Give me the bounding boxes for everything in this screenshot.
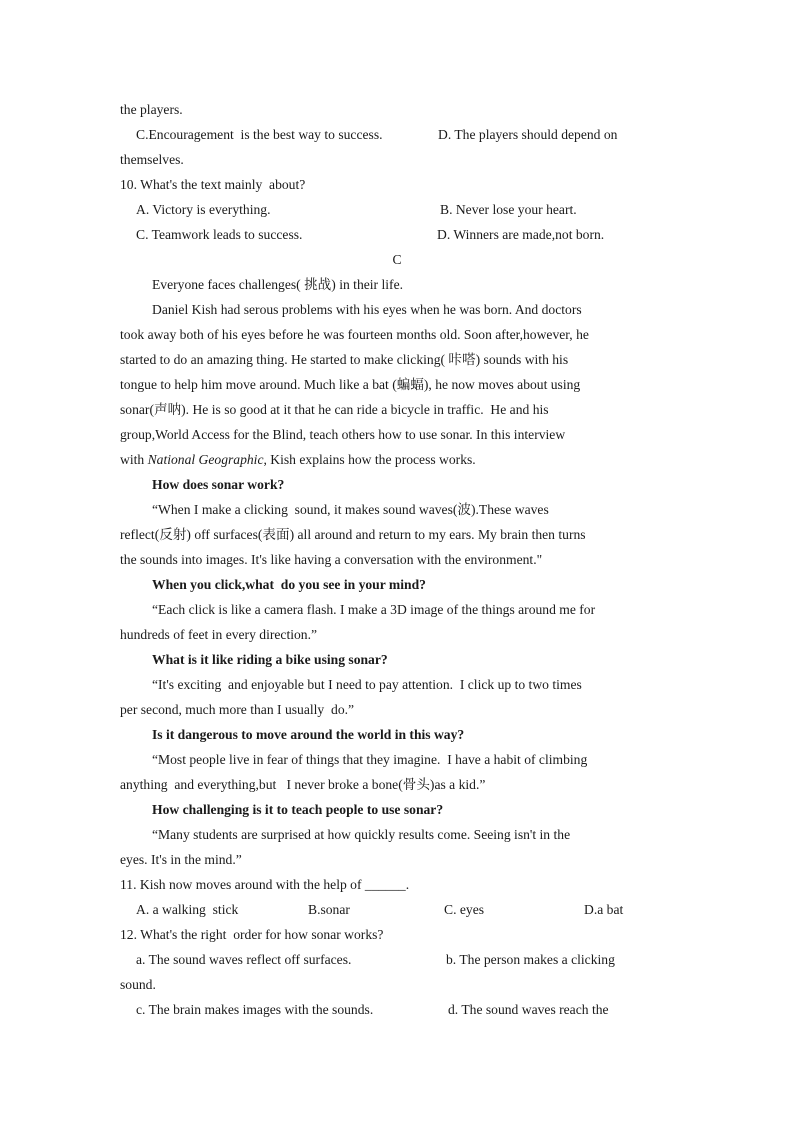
option-b: b. The person makes a clicking bbox=[446, 952, 615, 967]
option-a: A. Victory is everything. bbox=[136, 202, 271, 217]
option-d: d. The sound waves reach the bbox=[448, 1002, 609, 1017]
answer-line: “It's exciting and enjoyable but I need to pay attention. I click up to two times bbox=[152, 677, 582, 692]
answer-line: “When I make a clicking sound, it makes sound waves(波).These waves bbox=[152, 502, 549, 517]
text-line: themselves. bbox=[120, 152, 184, 167]
section-heading: C bbox=[392, 252, 402, 267]
text-span: , Kish explains how the process works. bbox=[263, 452, 476, 467]
answer-line: the sounds into images. It's like having a conversation with the environment." bbox=[120, 552, 543, 567]
answer-line: hundreds of feet in every direction.” bbox=[120, 627, 318, 642]
answer-line: “Each click is like a camera flash. I make a 3D image of the things around me for bbox=[152, 602, 596, 617]
paragraph-line: started to do an amazing thing. He started to make clicking( 咔嗒) sounds with his bbox=[120, 352, 569, 367]
option-c: C. eyes bbox=[444, 902, 485, 917]
option-a: A. a walking stick bbox=[136, 902, 239, 917]
option-d: D. Winners are made,not born. bbox=[437, 227, 605, 242]
paragraph-line: group,World Access for the Blind, teach others how to use sonar. In this interview bbox=[120, 427, 566, 442]
interview-question: How challenging is it to teach people to use sonar? bbox=[152, 802, 444, 817]
paragraph-line: Everyone faces challenges( 挑战) in their life. bbox=[152, 277, 403, 292]
text-line: the players. bbox=[120, 102, 183, 117]
option-b: B.sonar bbox=[308, 902, 350, 917]
text-span: with bbox=[120, 452, 148, 467]
interview-question: How does sonar work? bbox=[152, 477, 285, 492]
answer-line: eyes. It's in the mind.” bbox=[120, 852, 242, 867]
option-c: C. Teamwork leads to success. bbox=[136, 227, 303, 242]
text-line: sound. bbox=[120, 977, 156, 992]
option-c: c. The brain makes images with the sounds. bbox=[136, 1002, 374, 1017]
paragraph-line: sonar(声呐). He is so good at it that he can ride a bicycle in traffic. He and his bbox=[120, 402, 549, 417]
answer-line: per second, much more than I usually do.” bbox=[120, 702, 355, 717]
question-10: 10. What's the text mainly about? bbox=[120, 177, 306, 192]
answer-line: “Many students are surprised at how quickly results come. Seeing isn't in the bbox=[152, 827, 571, 842]
paragraph-line bbox=[120, 447, 476, 472]
option-a: a. The sound waves reflect off surfaces. bbox=[136, 952, 352, 967]
option-d: D.a bat bbox=[584, 902, 624, 917]
question-11: 11. Kish now moves around with the help of ______. bbox=[120, 877, 410, 892]
question-12: 12. What's the right order for how sonar works? bbox=[120, 927, 384, 942]
option-b: B. Never lose your heart. bbox=[440, 202, 577, 217]
paragraph-line: Daniel Kish had serous problems with his eyes when he was born. And doctors bbox=[152, 302, 582, 317]
interview-question: When you click,what do you see in your mind? bbox=[152, 577, 426, 592]
answer-line: “Most people live in fear of things that they imagine. I have a habit of climbing bbox=[152, 752, 588, 767]
option-c: C.Encouragement is the best way to success. bbox=[136, 127, 383, 142]
interview-question: Is it dangerous to move around the world in this way? bbox=[152, 727, 465, 742]
answer-line: anything and everything,but I never broke a bone(骨头)as a kid.” bbox=[120, 777, 486, 792]
magazine-title: National Geographic bbox=[147, 452, 264, 467]
paragraph-line: tongue to help him move around. Much like a bat (蝙蝠), he now moves about using bbox=[120, 377, 581, 392]
paragraph-line: took away both of his eyes before he was fourteen months old. Soon after,however, he bbox=[120, 327, 589, 342]
answer-line: reflect(反射) off surfaces(表面) all around and return to my ears. My brain then turns bbox=[120, 527, 586, 542]
interview-question: What is it like riding a bike using sonar? bbox=[152, 652, 388, 667]
option-d: D. The players should depend on bbox=[438, 127, 618, 142]
